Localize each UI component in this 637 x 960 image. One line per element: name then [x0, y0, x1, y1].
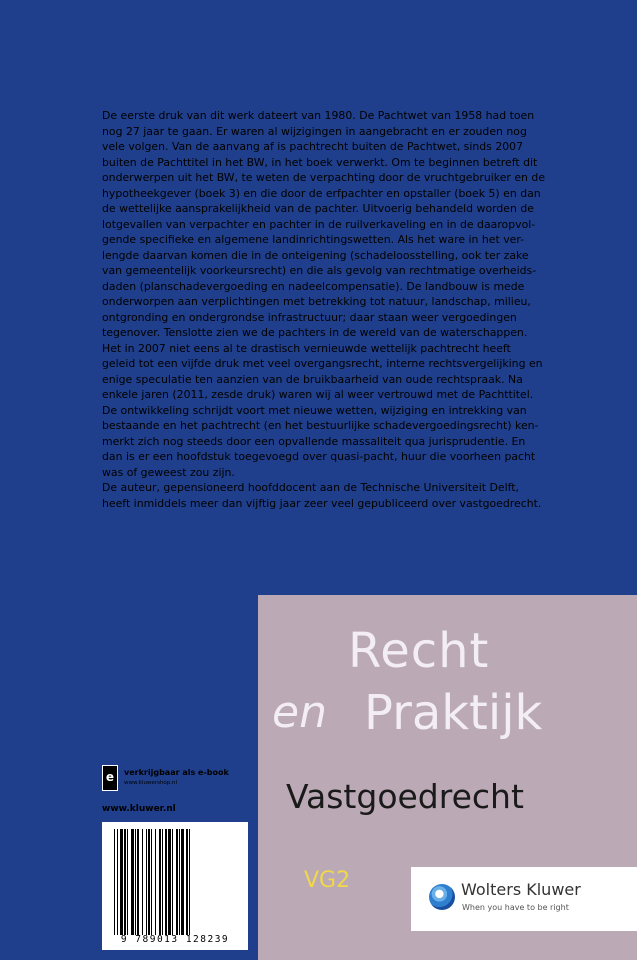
barcode-number: 9 789013 128239: [120, 934, 230, 945]
volume-code: VG2: [304, 868, 351, 893]
barcode-bars: [114, 829, 236, 935]
series-title-praktijk: Praktijk: [364, 685, 543, 741]
blurb-line: Het in 2007 niet eens al te drastisch vernieuwde wettelijk pachtrecht heeft: [102, 341, 511, 355]
blurb-line: gende specifieke en algemene landinrichtingswetten. Als het ware in het ver-: [102, 233, 525, 246]
blurb-line: De eerste druk van dit werk dateert van 1980. De Pachtwet van 1958 had toen: [102, 109, 535, 122]
barcode-bar: [159, 829, 161, 935]
series-title-recht: Recht: [348, 623, 490, 679]
barcode-bar: [172, 829, 173, 935]
barcode-bar: [176, 829, 178, 935]
blurb-line: daden (planschadevergoeding en nadeelcompensatie). De landbouw is mede: [102, 279, 525, 293]
barcode-bar: [165, 829, 167, 935]
blurb-line: vele volgen. Van de aanvang af is pachtrecht buiten de Pachtwet, sinds 2007: [102, 140, 524, 153]
publisher-name: Wolters Kluwer: [461, 880, 581, 899]
barcode-bar: [148, 829, 150, 935]
blurb-line: nog 27 jaar te gaan. Er waren al wijzigingen in aangebracht en er zouden nog: [102, 124, 527, 138]
globe-icon: [429, 884, 455, 910]
publisher-website: www.kluwer.nl: [102, 804, 176, 814]
series-brand-panel: [258, 595, 637, 960]
blurb-line: buiten de Pachttitel in het BW, in het boek verwerkt. Om te beginnen betreft dit: [102, 155, 538, 169]
barcode-bar: [114, 829, 115, 935]
barcode-bar: [131, 829, 134, 935]
publisher-tagline: When you have to be right: [462, 903, 569, 912]
blurb-line: De auteur, gepensioneerd hoofddocent aan de Technische Universiteit Delft,: [102, 481, 519, 494]
blurb-line: merkt zich nog steeds door een opvallende massaliteit qua jurisprudentie. En: [102, 434, 526, 448]
series-subject: Vastgoedrecht: [286, 777, 524, 816]
blurb-line: onderwerpen uit het BW, te weten de verpachting door de vruchtgebruiker en de: [102, 171, 546, 184]
barcode-bar: [146, 829, 147, 935]
blurb-line: dan is er een hoofdstuk toegevoegd over quasi-pacht, huur die voorheen pacht: [102, 450, 536, 463]
blurb-line: ontgronding en ondergrondse infrastructuur; daar staan weer vergoedingen: [102, 310, 517, 324]
blurb-line: heeft inmiddels meer dan vijftig jaar zeer veel gepubliceerd over vastgoedrecht.: [102, 496, 542, 510]
blurb-line: lotgevallen van verpachter en pachter in de ruilverkaveling en in de daaropvol-: [102, 217, 536, 231]
blurb-line: lengde daarvan komen die in de onteigening (schadeloosstelling, ook ter zake: [102, 248, 529, 262]
ebook-notice: [102, 765, 252, 793]
barcode-bar: [151, 829, 152, 935]
blurb-line: onderworpen aan verplichtingen met betrekking tot natuur, landschap, milieu,: [102, 295, 531, 308]
barcode-bar: [124, 829, 126, 935]
barcode-bar: [181, 829, 184, 935]
barcode-bar: [186, 829, 188, 935]
barcode-bar: [155, 829, 156, 935]
blurb-line: tegenover. Tenslotte zien we de pachters in de wereld van de waterschappen.: [102, 326, 528, 339]
publisher-logo: [411, 867, 637, 931]
blurb-line: enige speculatie ten aanzien van de bruikbaarheid van oude rechtspraak. Na: [102, 372, 523, 386]
blurb-line: van gemeentelijk voorkeursrecht) en die als gevolg van rechtmatige overheids-: [102, 264, 537, 277]
blurb-line: hypotheekgever (boek 3) en die door de erfpachter en opstaller (boek 5) en dan: [102, 186, 541, 200]
blurb-line: was of geweest zou zijn.: [102, 465, 235, 479]
barcode-bar: [120, 829, 123, 935]
barcode-bar: [179, 829, 180, 935]
barcode-bar: [117, 829, 118, 935]
blurb-line: enkele jaren (2011, zesde druk) waren wij al weer vertrouwd met de Pachttitel.: [102, 388, 534, 401]
barcode-bar: [162, 829, 163, 935]
barcode-bar: [135, 829, 136, 935]
series-title-en: en: [272, 687, 327, 738]
blurb-line: geleid tot een vijfde druk met veel overgangsrecht, interne rechtsvergelijking en: [102, 357, 543, 370]
blurb-line: De ontwikkeling schrijdt voort met nieuwe wetten, wijziging en intrekking van: [102, 403, 527, 417]
barcode-bar: [137, 829, 139, 935]
barcode-bar: [189, 829, 190, 935]
barcode-bar: [168, 829, 171, 935]
blurb-line: bestaande en het pachtrecht (en het bestuurlijke schadevergoedingsrecht) ken-: [102, 419, 539, 432]
ebook-title: verkrijgbaar als e-book: [124, 768, 229, 777]
blurb-line: de wettelijke aansprakelijkheid van de pachter. Uitvoerig behandeld worden de: [102, 202, 534, 215]
ebook-url: www.kluwershop.nl: [124, 780, 178, 786]
isbn-barcode: [102, 822, 248, 950]
back-cover-blurb: [102, 108, 602, 511]
ebook-icon: e: [102, 765, 118, 791]
barcode-bar: [127, 829, 128, 935]
barcode-bar: [142, 829, 143, 935]
